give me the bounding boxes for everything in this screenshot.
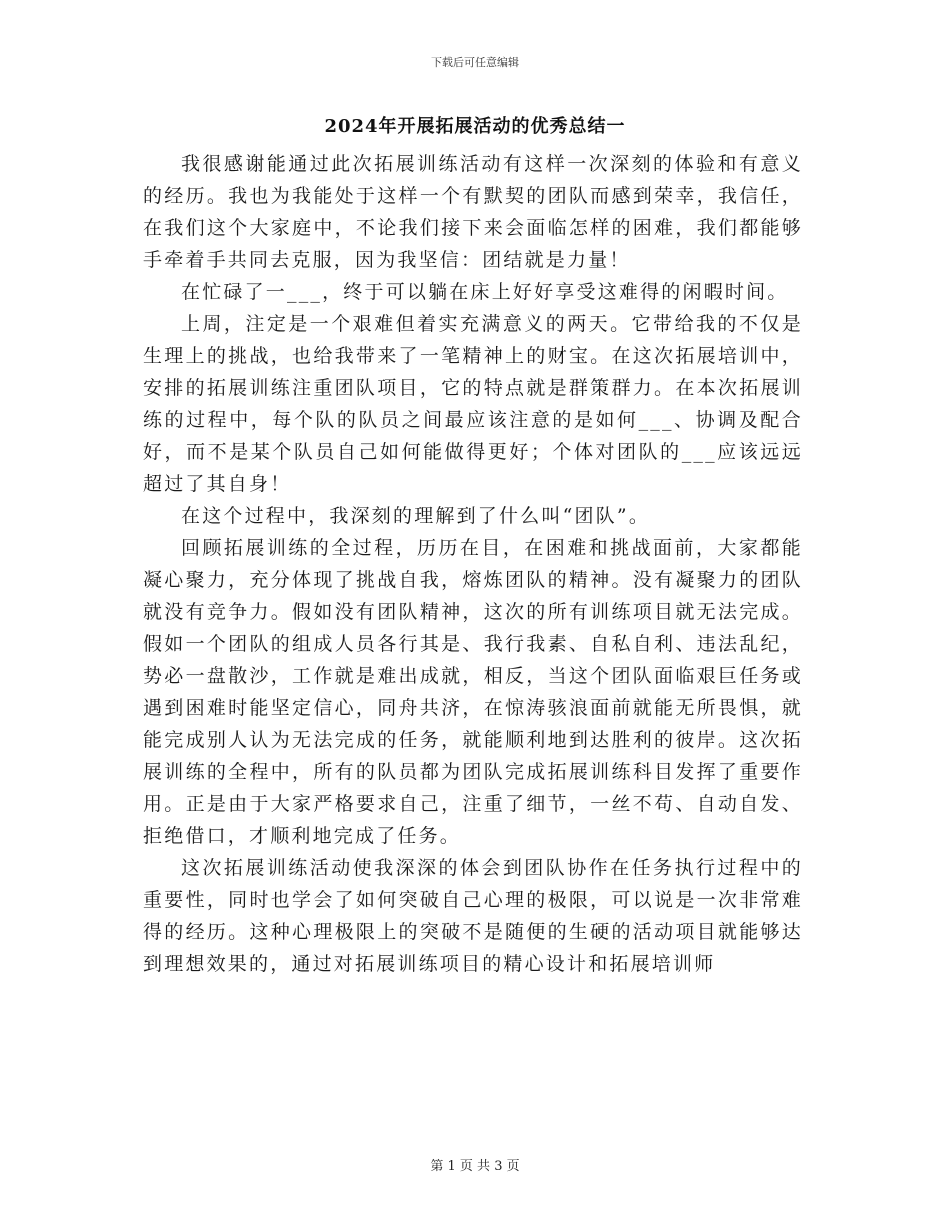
document-title: 2024年开展拓展活动的优秀总结一 [324, 116, 626, 137]
page-number: 第 1 页 共 3 页 [430, 1159, 520, 1174]
paragraph: 回顾拓展训练的全过程，历历在目，在困难和挑战面前，大家都能凝心聚力，充分体现了挑战自我，熔炼团队的精神。没有凝聚力的团队就没有竞争力。假如没有团队精神，这次的所有训练项目就无法完成。假如一个团队的组成人员各行其是、我行我素、自私自利、违法乱纪，势必一盘散沙，工作就是难出成就，相反，当这个团队面临艰巨任务或遇到困难时能坚定信心，同舟共济，在惊涛骇浪面前就能无所畏惧，就能完成别人认为无法完成的任务，就能顺利地到达胜利的彼岸。这次拓展训练的全程中，所有的队员都为团队完成拓展训练科目发挥了重要作用。正是由于大家严格要求自己，注重了细节，一丝不苟、自动自发、拒绝借口，才顺利地完成了任务。 [143, 537, 803, 847]
document-body [143, 148, 803, 980]
header-note: 下载后可任意编辑 [431, 56, 519, 69]
paragraph: 我很感谢能通过此次拓展训练活动有这样一次深刻的体验和有意义的经历。我也为我能处于这样一个有默契的团队而感到荣幸，我信任，在我们这个大家庭中，不论我们接下来会面临怎样的困难，我们都能够手牵着手共同去克服，因为我坚信：团结就是力量！ [143, 153, 803, 271]
paragraph: 上周，注定是一个艰难但着实充满意义的两天。它带给我的不仅是生理上的挑战，也给我带来了一笔精神上的财宝。在这次拓展培训中，安排的拓展训练注重团队项目，它的特点就是群策群力。在本次拓展训练的过程中，每个队的队员之间最应该注意的是如何___、协调及配合好，而不是某个队员自己如何能做得更好；个体对团队的___应该远远超过了其自身！ [143, 313, 803, 495]
paragraph: 这次拓展训练活动使我深深的体会到团队协作在任务执行过程中的重要性，同时也学会了如何突破自己心理的极限，可以说是一次非常难得的经历。这种心理极限上的突破不是随便的生硬的活动项目就能够达到理想效果的，通过对拓展训练项目的精心设计和拓展培训师 [143, 857, 803, 975]
paragraph: 在这个过程中，我深刻的理解到了什么叫“团队”。 [181, 505, 651, 527]
paragraph: 在忙碌了一___，终于可以躺在床上好好享受这难得的闲暇时间。 [181, 281, 789, 303]
